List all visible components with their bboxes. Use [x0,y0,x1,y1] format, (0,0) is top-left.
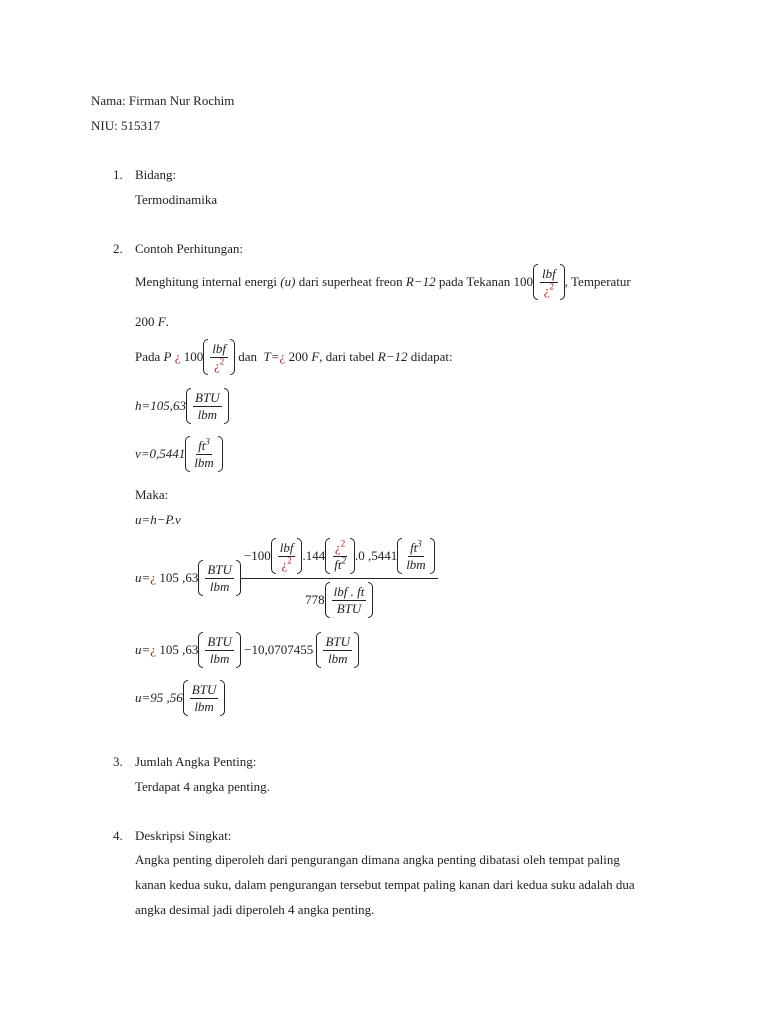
calc-v-line: v=0,5441 $\frac{ft^3}{\text{lbm}}$ [135,436,223,472]
intro-u-symbol: (u) [280,274,296,289]
h-unit: $\frac{\text{BTU}}{\text{lbm}}$ [186,388,229,424]
section-4-line-3: angka desimal jadi diperoleh 4 angka penting. [135,902,375,917]
section-4-line-2: kanan kedua suku, dalam pengurangan tersebut tempat paling kanan dari kedua suku adalah dua [135,877,635,892]
intro-r12: R−12 [405,274,436,289]
student-name: Nama: Firman Nur Rochim [91,93,235,108]
section-1-content: Termodinamika [135,192,218,207]
calc-intro-line [135,264,631,300]
pada-pressure-unit: $\frac{\text{lbf}}{¿^2}$ [203,339,235,375]
intro-text-b: dari superheat freon [298,274,403,289]
calc-maka: Maka: [135,487,169,502]
section-1-title: Bidang: [135,167,177,182]
section-3-content: Terdapat 4 angka penting. [135,779,270,794]
calc-u-subtraction: u= ¿ 105 ,63 $\frac{\text{BTU}}{\text{lbm}}$ −10,0707455 $\frac{\text{BTU}}{\text{lbm}}$ [135,632,359,668]
section-2-number: 2. [113,241,123,256]
main-fraction: −100 $\frac{\text{lbf}}{¿^2}$ .144 $\frac{¿^2}{ft^2}$ .0 ,5441 $\frac{ft^3}{\text{lbm}}$ 778 $\frac{\text{lbf . ft}}{\text{BTU}}$ [241,538,438,618]
calc-h-line: h=105,63 $\frac{\text{BTU}}{\text{lbm}}$ [135,388,229,424]
section-4-line-1: Angka penting diperoleh dari pengurangan dimana angka penting dibatasi oleh tempat paling [135,852,620,867]
section-1-number: 1. [113,167,123,182]
intro-text-d: , Temperatur [564,274,631,289]
section-2-title: Contoh Perhitungan: [135,241,243,256]
calc-intro-temp: 200 F. [135,314,169,329]
calc-pada-line: Pada P ¿ 100 $\frac{\text{lbf}}{¿^2}$ dan T= ¿ 200 F , dari tabel R−12 didapat: [135,339,453,375]
section-3-title: Jumlah Angka Penting: [135,754,257,769]
student-niu: NIU: 515317 [91,118,160,133]
section-4-title: Deskripsi Singkat: [135,828,232,843]
calc-u-substitution: u= ¿ 105 ,63 $\frac{\text{BTU}}{\text{lbm}}$ −100 $\frac{\text{lbf}}{¿^2}$ .144 $\frac{¿^2}{ft^2}$ .0 ,5441 $\frac{ft^3}{\text{lbm}}$ 778 $\frac{\text{lbf . ft}}{\text{BTU}}$ [135,538,438,618]
calc-u-result: u=95 ,56 $\frac{\text{BTU}}{\text{lbm}}$ [135,680,225,716]
section-3-number: 3. [113,754,123,769]
intro-text-a: Menghitung internal energi [135,274,278,289]
v-unit: $\frac{ft^3}{\text{lbm}}$ [185,436,223,472]
calc-u-formula: u=h−P.v [135,512,181,527]
section-4-number: 4. [113,828,123,843]
intro-text-c: pada Tekanan [438,274,511,289]
pressure-unit: $\frac{\text{lbf}}{¿^2}$ [533,264,565,300]
intro-pressure-value: 100 [513,274,534,289]
